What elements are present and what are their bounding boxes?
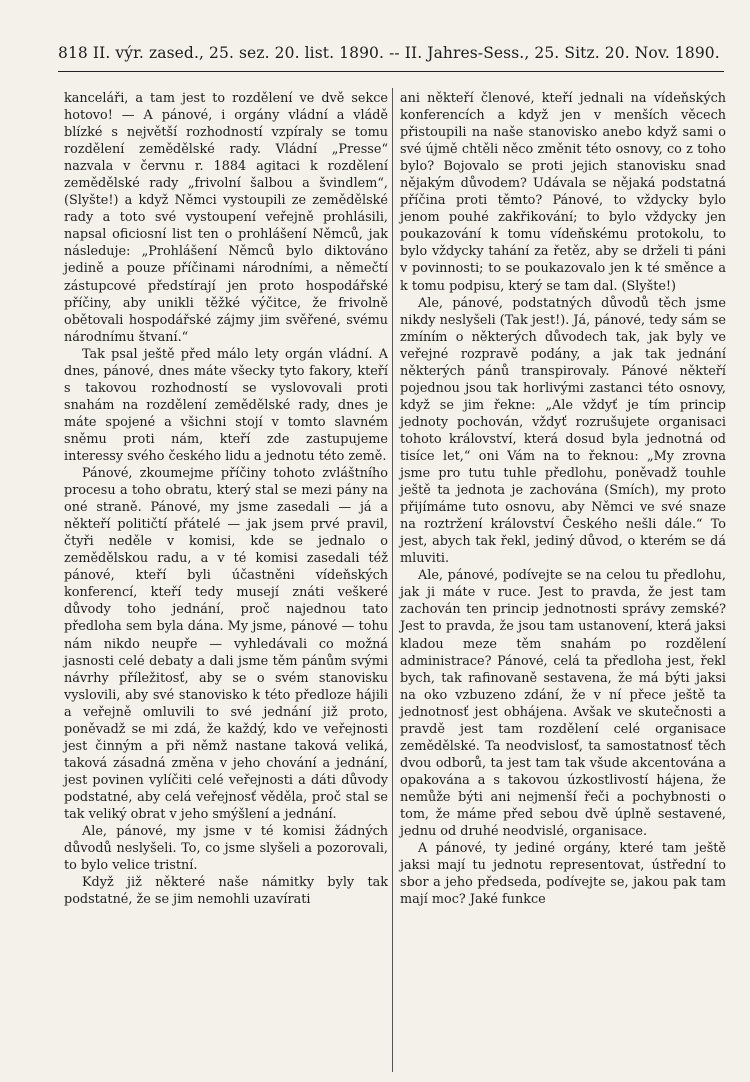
left-column [64, 90, 388, 908]
column-divider [392, 88, 393, 1072]
paragraph: Ale, pánové, podstatných důvodů těch jsme nikdy neslyšeli (Tak jest!). Já, pánové, tedy sám se zmíním o některých důvodech tak, jak byly ve veřejné rozpravě podány, a jak tak jednání některých pánů transpirovaly. Pánové někteří pojednou jsou tak horlivými zastanci této osnovy, když se jim řekne: „Ale vždyť je tím princip jednoty pochován, vždyť rozrušujete organisaci tohoto království, která dosud byla jednotná od tisíce let,“ oni Vám na to řeknou: „My zrovna jsme pro tutu tuhle předlohu, poněvadž touhle ještě ta jednota je zachována (Smích), my proto přijímáme tuto osnovu, aby Němci ve své snaze na roztržení království Českého nešli dále.“ To jest, abych tak řekl, jediný důvod, o kterém se dá mluviti. [400, 295, 726, 567]
paragraph: Ale, pánové, podívejte se na celou tu předlohu, jak ji máte v ruce. Jest to pravda, že jest tam zachován ten princip jednotnosti správy zemské? Jest to pravda, že jsou tam ustanovení, která jaksi kladou meze těm snahám po rozdělení administrace? Pánové, celá ta předloha jest, řekl bych, tak rafinovaně sestavena, že má býti jaksi na oko vzbuzeno zdání, že v ní přece ještě ta jednotnosť jest obhájena. Avšak ve skutečnosti a pravdě jest tam rozdělení celé organisace zemědělské. Ta neodvislosť, ta samostatnosť těch dvou odborů, ta jest tam tak všude akcentována a opakována a s takovou úzkostlivostí hájena, že nemůže býti ani nejmenší řeči a pochybnosti o tom, že máme před sebou dvě úplně sestavené, jednu od druhé neodvislé, organisace. [400, 568, 726, 840]
paragraph: A pánové, ty jediné orgány, které tam ještě jaksi mají tu jednotu representovat, ústřední to sbor a jeho předseda, podívejte se, jakou pak tam mají moc? Jaké funkce [400, 841, 726, 908]
paragraph: Když již některé naše námitky byly tak podstatné, že se jim nemohli uzavírati [64, 875, 388, 908]
paragraph: kanceláři, a tam jest to rozdělení ve dvě sekce hotovo! — A pánové, i orgány vládní a vládě blízké s největší rozhodností vzpíraly se tomu rozdělení zemědělské rady. Vládní „Presse“ nazvala v červnu r. 1884 agitaci k rozdělení zemědělské rady „frivolní šalbou a švindlem“, (Slyšte!) a když Němci vystoupili ze zemědělské rady a toto své vystoupení veřejně prohlásili, napsal oficiosní list ten o prohlášení Němců, jak následuje: „Prohlášení Němců bylo diktováno jedině a pouze příčinami národními, a němečtí zástupcové předstírají jen proto hospodářské příčiny, aby unikli těžké výčitce, že frivolně obětovali hospodářské zájmy jim svěřené, svému národnímu štvaní.“ [64, 91, 388, 345]
header-rule [58, 71, 724, 72]
paragraph: ani někteří členové, kteří jednali na vídeňských konferencích a když jen v menších věcech přistoupili na naše stanovisko anebo když sami o své újmě chtěli něco změnit této osnovy, co z toho bylo? Bojovalo se proti jejich stanovisku snad nějakým důvodem? Udávala se nějaká podstatná příčina proti těmto? Pánové, to vždycky bylo jenom pouhé zakřikování; to bylo vždycky jen poukazování k tomu vídeňskému protokolu, to bylo vždycky tahání za řetěz, aby se drželi ti páni v povinnosti; to se poukazovalo jen k té směnce a k tomu podpisu, který se tam dal. (Slyšte!) [400, 91, 726, 294]
right-column [400, 90, 726, 908]
page-header [58, 44, 724, 66]
paragraph: Ale, pánové, my jsme v té komisi žádných důvodů neslyšeli. To, co jsme slyšeli a pozorovali, to bylo velice tristní. [64, 824, 388, 874]
header-text: 818 II. výr. zased., 25. sez. 20. list. 1890. -- II. Jahres-Sess., 25. Sitz. 20. Nov. 1890. [58, 44, 720, 62]
paragraph: Tak psal ještě před málo lety orgán vládní. A dnes, pánové, dnes máte všecky tyto fakory, kteří s takovou rozhodností se vyslovovali proti snahám na rozdělení zemědělské rady, dnes je máte spojené a všichni stojí v tomto slavném sněmu proti nám, kteří zde zastupujeme interessy svého českého lidu a jednotu této země. [64, 346, 388, 464]
paragraph: Pánové, zkoumejme příčiny tohoto zvláštního procesu a toho obratu, který stal se mezi pány na oné straně. Pánové, my jsme zasedali — já a někteří političtí přátelé — jak jsem prvé pravil, čtyři neděle v komisi, kde se jednalo o zemědělskou radu, a v té komisi zasedali též pánové, kteří byli účastněni vídeňských konferencí, kteří tedy musejí znáti veškeré důvody toho jednání, proč najednou tato předloha sem byla dána. My jsme, pánové — tohu nám nikdo neupře — vyhledávali co možná jasnosti celé debaty a dali jsme těm pánům svými návrhy příležitosť, aby se o svém stanovisku vyslovili, aby své stanovisko k této předloze hájili a veřejně omluvili to své jednání již proto, poněvadž se mi zdá, že každý, kdo ve veřejnosti jest činným a při němž nastane taková veliká, taková zásadná změna v jeho chování a jednání, jest povinen vylíčiti celé veřejnosti a dáti důvody podstatné, aby celá veřejnosť věděla, proč stal se tak veliký obrat v jeho smýšlení a jednání. [64, 466, 388, 822]
